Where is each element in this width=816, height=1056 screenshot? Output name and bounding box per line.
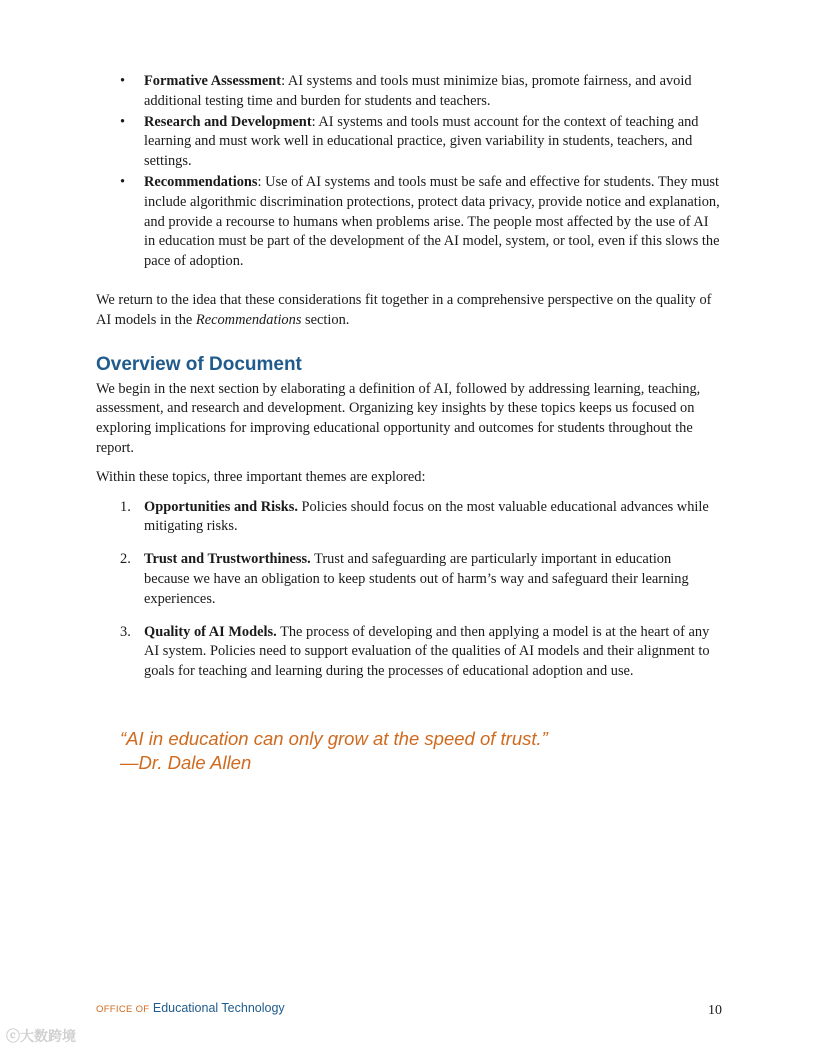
- footer-logo: [96, 1000, 285, 1018]
- bullet-icon: •: [120, 73, 126, 89]
- page-number: 10: [708, 1003, 722, 1018]
- list-item: [96, 173, 720, 272]
- pull-quote: [120, 727, 548, 775]
- para-text: section.: [301, 311, 350, 328]
- themes-list: [96, 498, 720, 682]
- bullet-text: : AI systems and tools must account for the context of teaching and learning and must work well in educational practice, given variability in students, teachers, and settings.: [144, 113, 699, 170]
- bullet-term: Recommendations: [144, 173, 258, 190]
- bullet-text: : Use of AI systems and tools must be safe and effective for students. They must include algorithmic discrimination protections, protect data privacy, provide notice and explanation, and provide a recourse to humans when problems arise. The people most affected by the use of AI in education must be part of the development of the AI model, system, or tool, even if this slows the pace of adoption.: [144, 173, 720, 270]
- theme-term: Opportunities and Risks.: [144, 498, 298, 515]
- quote-text: “AI in education can only grow at the speed of trust.”: [120, 728, 548, 749]
- theme-text: The process of developing and then applying a model is at the heart of any AI system. Policies need to support evaluation of the qualities of AI models and their alignment to goals for teaching and learning during the processes of educational adoption and use.: [144, 623, 710, 680]
- list-number: 1.: [120, 498, 131, 515]
- list-number: 2.: [120, 551, 131, 568]
- list-item: [96, 623, 720, 682]
- recommendations-emphasis: Recommendations: [195, 311, 302, 328]
- list-item: [96, 498, 720, 538]
- para-text: We return to the idea that these considerations fit together in a comprehensive perspective on the quality of AI models in the: [96, 291, 712, 328]
- theme-term: Quality of AI Models.: [144, 623, 277, 640]
- footer-office-label: OFFICE OF: [96, 1004, 150, 1015]
- bullet-text: : AI systems and tools must minimize bias, promote fairness, and avoid additional testing time and burden for students and teachers.: [144, 73, 692, 109]
- section-heading: Overview of Document: [96, 353, 302, 375]
- watermark: ⓒ大数跨境: [6, 1029, 76, 1045]
- overview-paragraph: We begin in the next section by elaborating a definition of AI, followed by addressing learning, teaching, assessment, and research and development. Organizing key insights by these topics keeps us focused on exploring implications for improving educational opportunity and outcomes for students throughout the report.: [96, 380, 701, 456]
- theme-text: Policies should focus on the most valuable educational advances while mitigating risks.: [144, 498, 709, 535]
- bullet-icon: •: [120, 173, 126, 190]
- themes-intro: Within these topics, three important themes are explored:: [96, 468, 426, 485]
- list-number: 3.: [120, 623, 131, 640]
- considerations-list: [96, 72, 720, 272]
- bullet-icon: •: [120, 113, 126, 130]
- bullet-term: Formative Assessment: [144, 73, 282, 89]
- theme-term: Trust and Trustworthiness.: [144, 551, 311, 568]
- considerations-summary-paragraph: [96, 291, 720, 331]
- theme-text: Trust and safeguarding are particularly important in education because we have an obligation to keep students out of harm’s way and safeguard their learning experiences.: [144, 551, 689, 607]
- list-item: [96, 113, 720, 172]
- bullet-term: Research and Development: [144, 113, 312, 130]
- list-item: [96, 550, 720, 609]
- list-item: [96, 72, 720, 112]
- quote-author: —Dr. Dale Allen: [120, 752, 252, 773]
- page-content: [96, 72, 720, 695]
- footer-brand-label: Educational Technology: [152, 1001, 285, 1015]
